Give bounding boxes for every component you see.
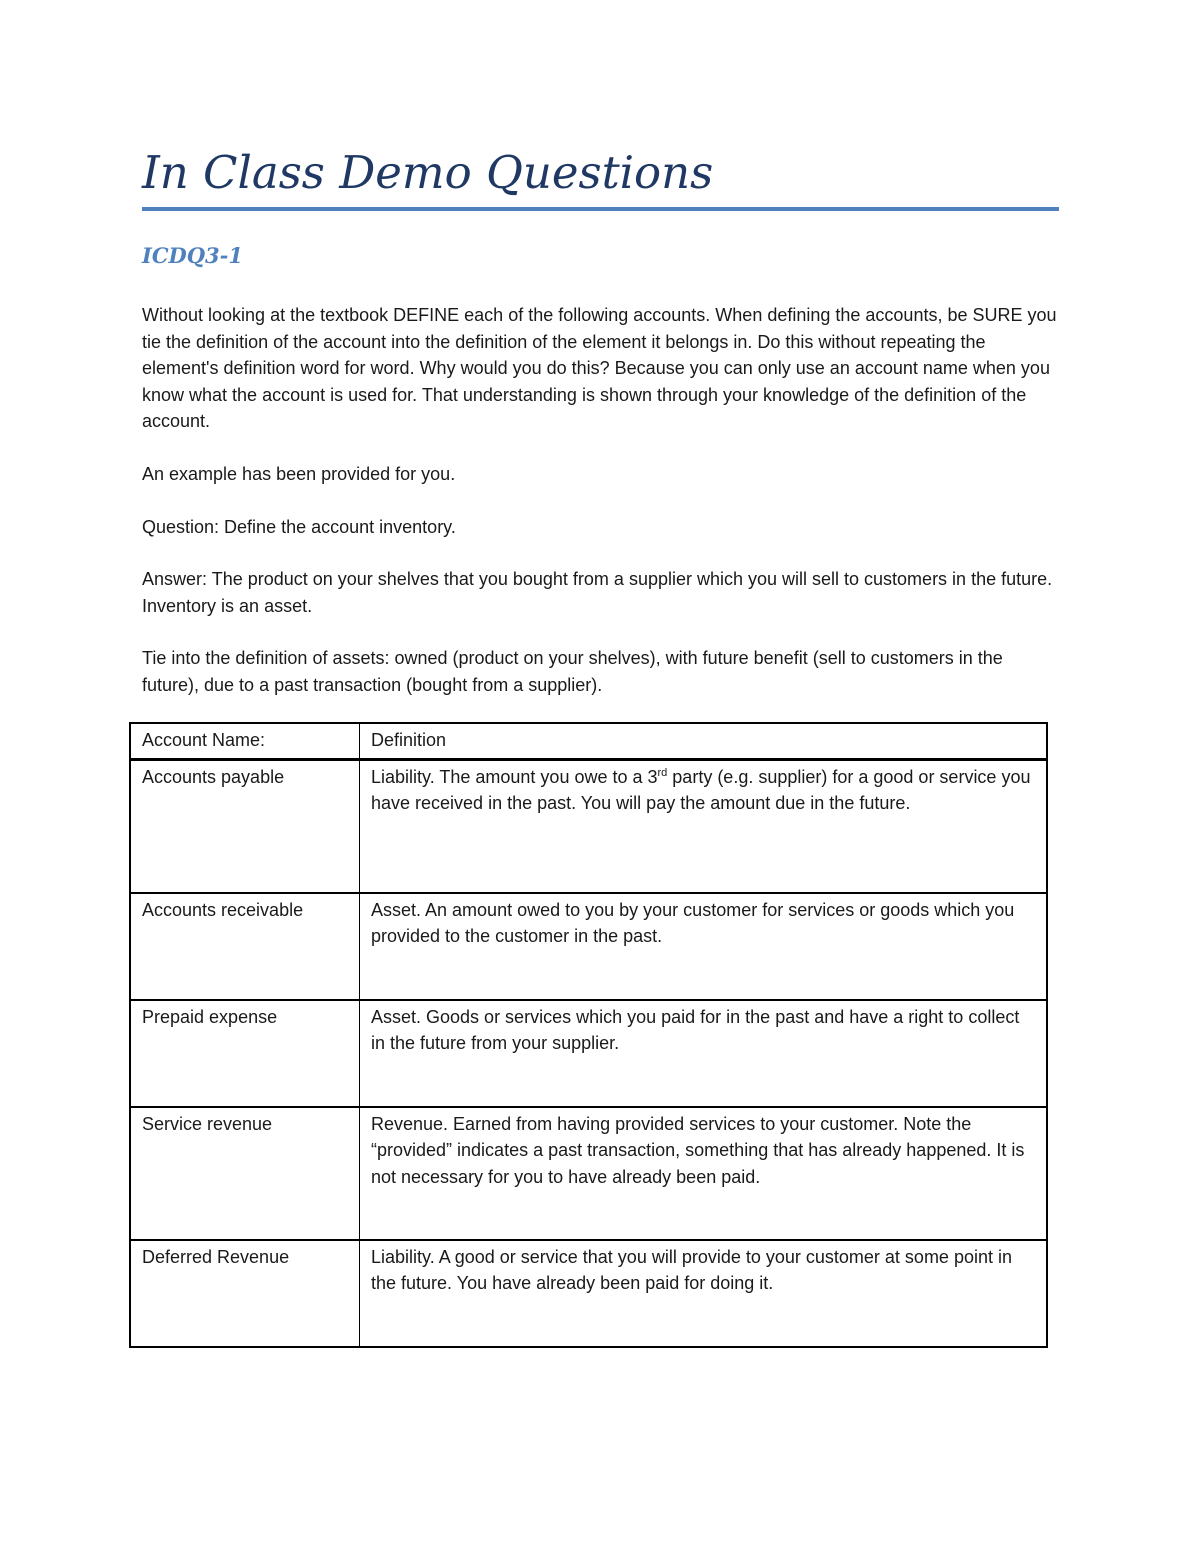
table-row (130, 759, 1047, 893)
table-row (130, 893, 1047, 1000)
account-name-cell: Prepaid expense (130, 1000, 360, 1107)
example-tie-in: Tie into the definition of assets: owned (product on your shelves), with future benefit (sell to customers in the future), due to a past transaction (bought from a supplier). (142, 648, 1003, 695)
definition-cell: Revenue. Earned from having provided services to your customer. Note the “provided” indicates a past transaction, something that has already happened. It is not necessary for you to have already been paid. (360, 1107, 1048, 1240)
page-title: In Class Demo Questions (142, 146, 714, 199)
section-heading: ICDQ3-1 (142, 243, 243, 268)
definition-cell (360, 759, 1048, 893)
definition-cell: Asset. An amount owed to you by your customer for services or goods which you provided to the customer in the past. (360, 893, 1048, 1000)
table-row (130, 1240, 1047, 1347)
ordinal-superscript: rd (657, 766, 668, 779)
header-account-name: Account Name: (130, 723, 360, 759)
intro-paragraph: Without looking at the textbook DEFINE each of the following accounts. When defining the accounts, be SURE you tie the definition of the account into the definition of the element it belongs in. Do this without repeating the element's definition word for word. Why would you do this? Because you can only use an account name when you know what the account is used for. That understanding is shown through your knowledge of the definition of the account. (142, 305, 1057, 431)
account-name-cell: Accounts receivable (130, 893, 360, 1000)
account-name-cell: Service revenue (130, 1107, 360, 1240)
definition-cell: Asset. Goods or services which you paid for in the past and have a right to collect in the future from your supplier. (360, 1000, 1048, 1107)
table-header-row (130, 723, 1047, 759)
example-note: An example has been provided for you. (142, 464, 456, 484)
account-name-cell: Accounts payable (130, 759, 360, 893)
account-name-cell: Deferred Revenue (130, 1240, 360, 1347)
example-answer: Answer: The product on your shelves that you bought from a supplier which you will sell to customers in the future. Inventory is an asset. (142, 569, 1053, 616)
title-rule (142, 207, 1059, 211)
example-question: Question: Define the account inventory. (142, 517, 456, 537)
definition-text-continued: party (e.g. supplier) for a good or service you have received in the past. You will pay the amount due in the future. (371, 766, 1031, 813)
definition-cell: Liability. A good or service that you will provide to your customer at some point in the future. You have already been paid for doing it. (360, 1240, 1048, 1347)
definition-text: Liability. The amount you owe to a 3 (371, 766, 658, 787)
table-row (130, 1000, 1047, 1107)
header-definition: Definition (360, 723, 1048, 759)
definitions-table (129, 722, 1048, 1348)
table-row (130, 1107, 1047, 1240)
